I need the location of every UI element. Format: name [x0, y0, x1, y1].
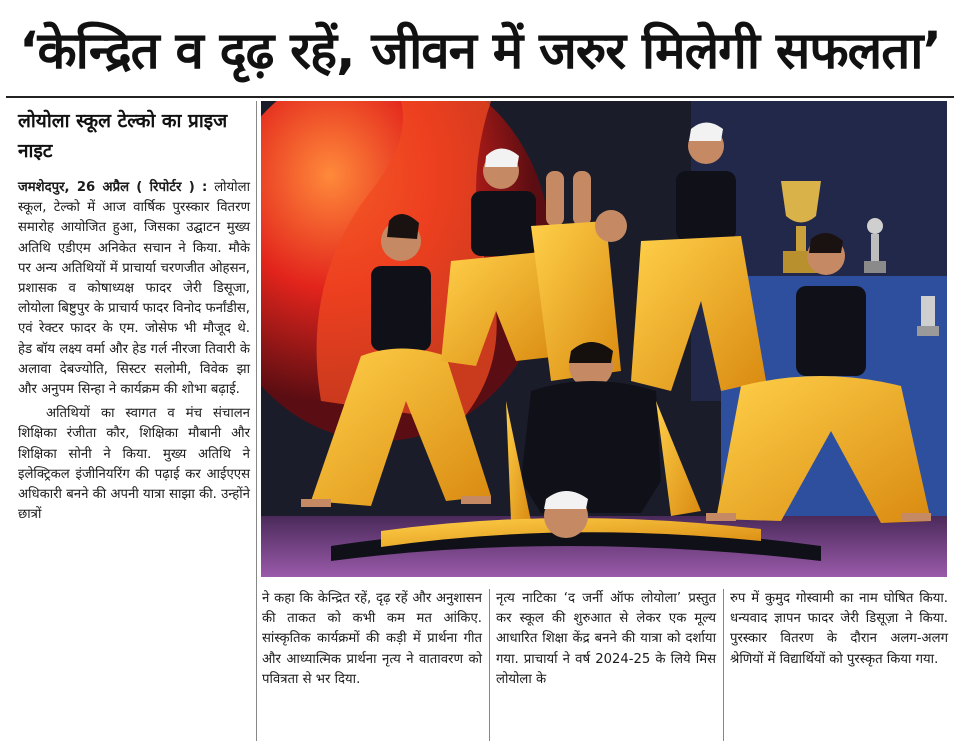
article-paragraph-col4: रुप में कुमुद गोस्वामी का नाम घोषित किया. धन्यवाद ज्ञापन फादर जेरी डिसूज़ा ने किया. पुरस्कार वितरण के दौरान अलग-अलग श्रेणियों में विद्यार्थियों को पुरस्कृत किया गया. — [730, 591, 948, 667]
photo-illustration — [261, 101, 947, 577]
column-divider — [723, 589, 724, 741]
article-paragraph-2: अतिथियों का स्वागत व मंच संचालन शिक्षिका रंजीता कौर, शिक्षिका मौबानी और शिक्षिका सोनी ने किया. मुख्य अतिथि ने इलेक्ट्रिकल इंजीनियरिंग की पढ़ाई कर आईएएस अधिकारी बनने की अपनी यात्रा साझा की. उन्होंने छात्रों — [18, 406, 250, 523]
article-paragraph-col2: ने कहा कि केन्द्रित रहें, दृढ़ रहें और अनुशासन की ताकत को कभी कम मत आंकिए. सांस्कृतिक कार्यक्रमों की कड़ी में प्रार्थना गीत और आध्यात्मिक प्रार्थना नृत्य ने वातावरण को पवित्रता से भर दिया. — [262, 591, 482, 687]
headline-rule — [6, 96, 954, 98]
headline: ‘केन्द्रित व दृढ़ रहें, जीवन में जरुर मिलेगी सफलता’ — [19, 22, 941, 81]
dateline: जमशेदपुर, 26 अप्रैल ( रिपोर्टर ) : — [18, 180, 208, 195]
article-column-3 — [496, 589, 716, 690]
article-column-1 — [18, 178, 250, 525]
article-paragraph-1 — [18, 178, 250, 400]
column-divider — [256, 101, 257, 741]
column-divider — [489, 589, 490, 741]
kicker-heading: लोयोला स्कूल टेल्को का प्राइज नाइट — [18, 110, 228, 162]
article-column-4 — [730, 589, 948, 670]
article-paragraph-col3: नृत्य नाटिका ‘द जर्नी ऑफ लोयोला’ प्रस्तुत कर स्कूल की शुरुआत से लेकर एक मूल्य आधारित शिक्षा केंद्र बनने की यात्रा को दर्शाया गया. प्राचार्या ने वर्ष 2024-25 के लिये मिस लोयोला के — [496, 591, 716, 687]
article-text-1: लोयोला स्कूल, टेल्को में आज वार्षिक पुरस्कार वितरण समारोह आयोजित हुआ, जिसका उद्घाटन मुख्य अतिथि एडीएम अनिकेत सचान ने किया. मौके पर अन्य अतिथियों में प्राचार्या चरणजीत ओहसन, प्रशासक व कोषाध्यक्ष फादर जेरी डिसूजा, लोयोला बिष्टुपुर के प्राचार्य फादर विनोद फर्नांडीस, एवं रेक्टर फादर के एम. जोसेफ भी मौजूद थे. हेड बॉय लक्ष्य वर्मा और हेड गर्ल नीरजा तिवारी के अलावा देबज्योति, सिस्टर सलोमी, विवेक झा और अनुपम सिन्हा ने कार्यक्रम की शोभा बढ़ाई. — [18, 180, 250, 398]
news-photo-dance-performance — [261, 101, 947, 577]
article-column-2 — [262, 589, 482, 690]
